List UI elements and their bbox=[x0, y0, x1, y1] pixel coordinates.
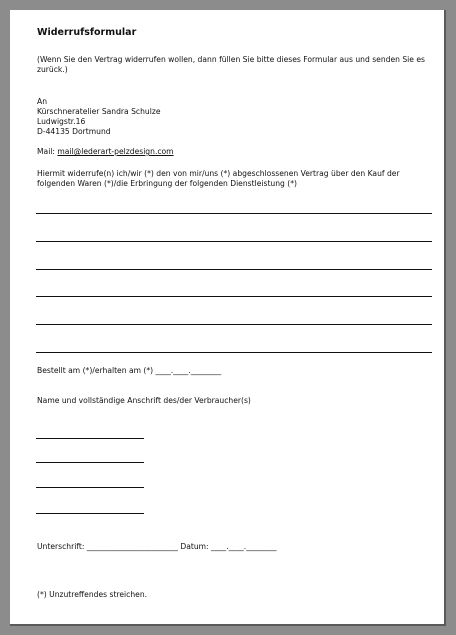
withdrawal-statement: Hiermit widerrufe(n) ich/wir (*) den von mir/uns (*) abgeschlossenen Vertrag über den Kauf der folgenden Waren (*)/die Erbringung der folgenden Dienstleistung (*) bbox=[37, 169, 400, 188]
address-line-an: An bbox=[37, 97, 48, 106]
footnote: (*) Unzutreffendes streichen. bbox=[37, 590, 148, 599]
address-line-city: D-44135 Dortmund bbox=[37, 127, 111, 136]
goods-line bbox=[36, 324, 432, 325]
goods-line bbox=[36, 241, 432, 242]
goods-line bbox=[36, 213, 432, 214]
recipient-address bbox=[37, 97, 161, 137]
signature-date-line: Unterschrift: ________________________ Datum: ____.____.________ bbox=[37, 542, 277, 551]
consumer-name-label: Name und vollständige Anschrift des/der Verbraucher(s) bbox=[37, 396, 251, 405]
goods-line bbox=[36, 352, 432, 353]
mail-line bbox=[37, 147, 174, 157]
mail-label: Mail: bbox=[37, 147, 55, 156]
intro-text: (Wenn Sie den Vertrag widerrufen wollen, dann füllen Sie bitte dieses Formular aus und senden Sie es zurück.) bbox=[37, 55, 425, 74]
ordered-received-line: Bestellt am (*)/erhalten am (*) ____.____.________ bbox=[37, 366, 222, 375]
goods-line bbox=[36, 269, 432, 270]
address-line-street: Ludwigstr.16 bbox=[37, 117, 86, 126]
goods-line bbox=[36, 296, 432, 297]
consumer-address-line bbox=[36, 462, 144, 463]
form-title: Widerrufsformular bbox=[37, 27, 137, 38]
consumer-address-line bbox=[36, 438, 144, 439]
mail-link[interactable]: mail@lederart-pelzdesign.com bbox=[57, 147, 174, 156]
consumer-address-line bbox=[36, 513, 144, 514]
address-line-company: Kürschneratelier Sandra Schulze bbox=[37, 107, 161, 116]
document-page bbox=[10, 10, 446, 626]
consumer-address-line bbox=[36, 487, 144, 488]
